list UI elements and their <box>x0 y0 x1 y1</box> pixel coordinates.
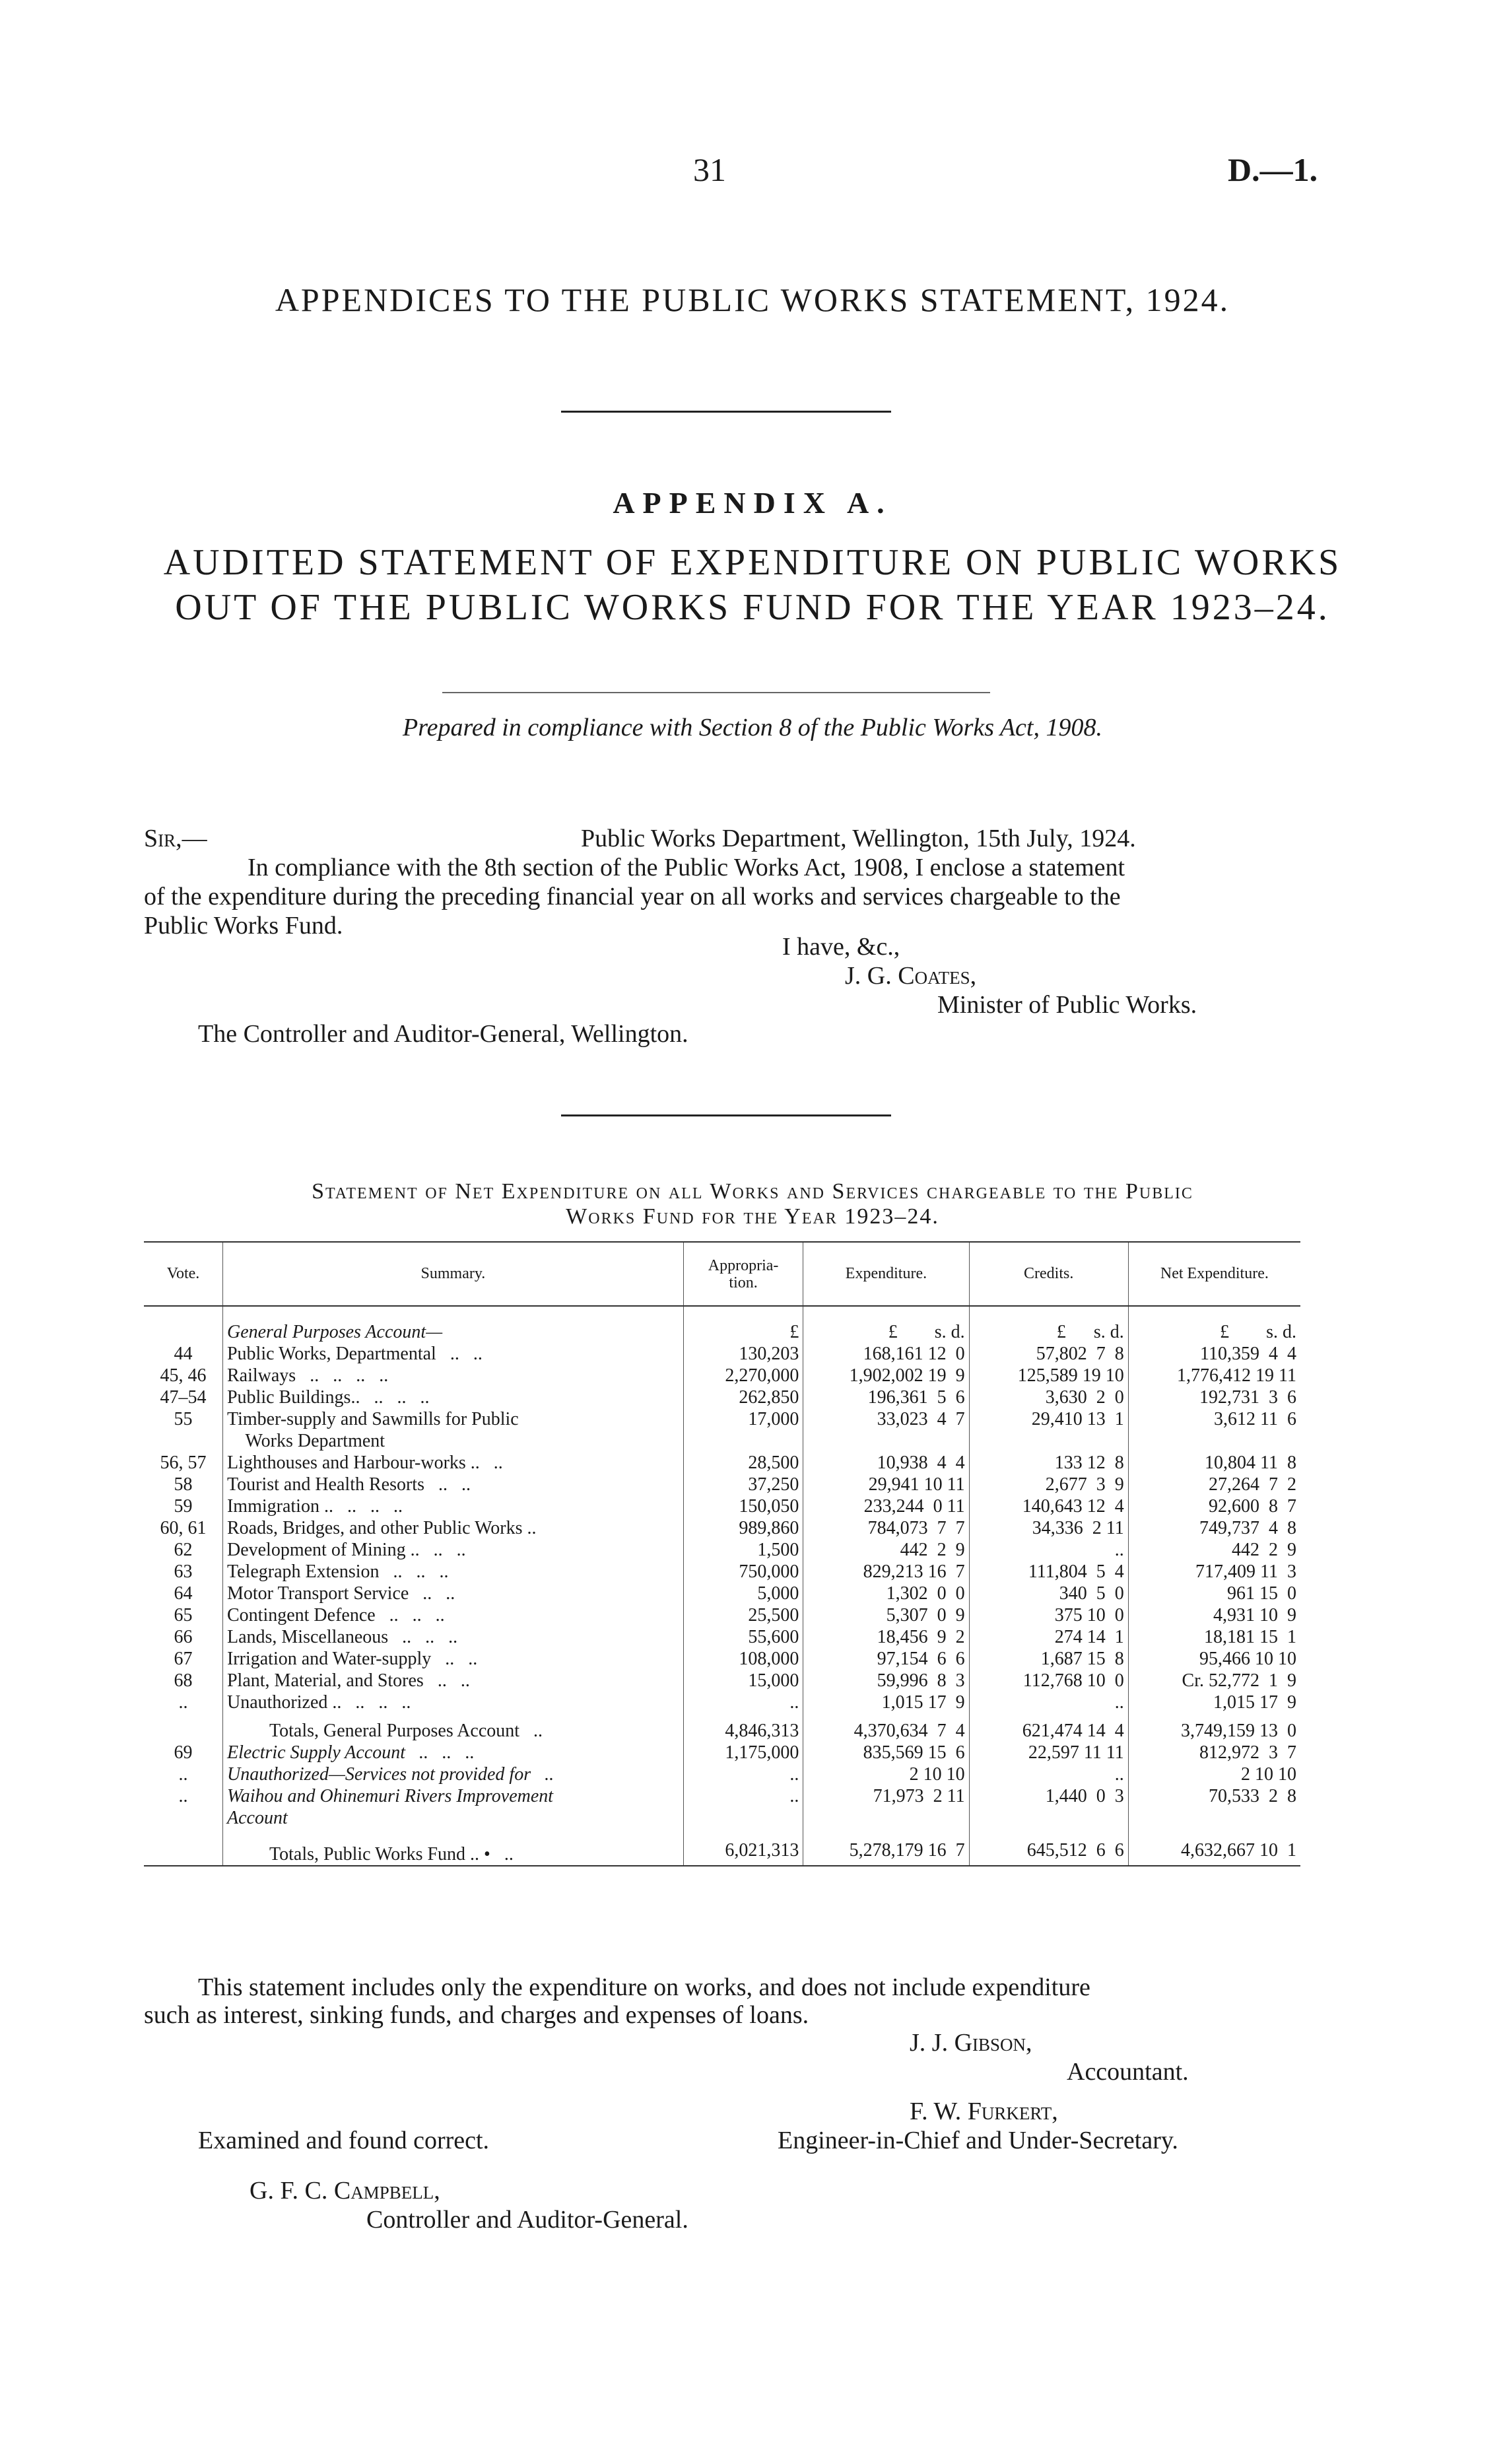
expenditure-table <box>144 1241 1300 1866</box>
cell-vote: 60, 61 <box>160 1518 207 1538</box>
cell-expenditure: 29,941 10 11 <box>803 1474 969 1495</box>
cell-credits: 375 10 0 <box>969 1604 1128 1626</box>
controller-title: Controller and Auditor-General. <box>366 2206 688 2234</box>
accountant-name: J. J. Gibson, <box>910 2029 1032 2057</box>
cell-vote: .. <box>178 1692 188 1713</box>
cell-expenditure: 835,569 15 6 <box>803 1742 969 1763</box>
letter-salutation: Sir,— <box>144 825 207 852</box>
engineer-name: F. W. Furkert, <box>910 2098 1058 2125</box>
header-expenditure: Expenditure. <box>803 1242 969 1306</box>
cell-summary: Account <box>222 1807 683 1829</box>
cell-expenditure: 1,902,002 19 9 <box>803 1365 969 1386</box>
divider-rule <box>442 692 990 693</box>
cell-summary: Motor Transport Service .. .. <box>222 1583 683 1604</box>
cell-appropriation: 130,203 <box>683 1343 803 1365</box>
page-number: 31 <box>693 151 726 188</box>
cell-net: 749,737 4 8 <box>1128 1517 1300 1539</box>
cell-vote: 64 <box>174 1583 193 1604</box>
cell-credits: 1,687 15 8 <box>969 1648 1128 1670</box>
cell-summary: Roads, Bridges, and other Public Works .. <box>222 1517 683 1539</box>
cell-credits: 29,410 13 1 <box>969 1408 1128 1430</box>
cell-expenditure <box>803 1807 969 1829</box>
cell-summary: Public Works, Departmental .. .. <box>222 1343 683 1365</box>
cell-vote: 58 <box>174 1474 193 1495</box>
cell-vote: 56, 57 <box>160 1453 207 1473</box>
cell-net: 92,600 8 7 <box>1128 1495 1300 1517</box>
cell-net: 3,612 11 6 <box>1128 1408 1300 1430</box>
cell-vote <box>144 1713 222 1742</box>
footnote-line2: such as interest, sinking funds, and charges and expenses of loans. <box>144 2001 809 2029</box>
cell-appropriation: 108,000 <box>683 1648 803 1670</box>
cell-summary: Lighthouses and Harbour-works .. .. <box>222 1452 683 1474</box>
table-header-row <box>144 1242 1300 1306</box>
cell-net <box>1128 1807 1300 1829</box>
header-appropriation-1: Appropria- <box>708 1256 779 1274</box>
cell-summary: Development of Mining .. .. .. <box>222 1539 683 1561</box>
cell-credits: 621,474 14 4 <box>969 1713 1128 1742</box>
table-row <box>144 1785 1300 1807</box>
cell-net: 70,533 2 8 <box>1128 1785 1300 1807</box>
divider-rule <box>561 1114 891 1116</box>
cell-net: Cr. 52,772 1 9 <box>1128 1670 1300 1692</box>
table-row <box>144 1713 1300 1742</box>
cell-appropriation: 2,270,000 <box>683 1365 803 1386</box>
cell-net: 1,015 17 9 <box>1128 1692 1300 1713</box>
engineer-title: Engineer-in-Chief and Under-Secretary. <box>778 2127 1178 2154</box>
header-summary: Summary. <box>222 1242 683 1306</box>
table-row <box>144 1430 1300 1452</box>
table-row <box>144 1692 1300 1713</box>
table-body <box>144 1306 1300 1866</box>
cell-net: 4,632,667 10 1 <box>1128 1829 1300 1866</box>
cell-net: 192,731 3 6 <box>1128 1386 1300 1408</box>
cell-credits: 57,802 7 8 <box>969 1343 1128 1365</box>
cell-summary: Irrigation and Water-supply .. .. <box>222 1648 683 1670</box>
cell-credits: .. <box>969 1539 1128 1561</box>
table-row <box>144 1495 1300 1517</box>
cell-appropriation: 28,500 <box>683 1452 803 1474</box>
cell-vote: 45, 46 <box>160 1365 207 1386</box>
cell-appropriation: 17,000 <box>683 1408 803 1430</box>
cell-appropriation <box>683 1430 803 1452</box>
cell-vote <box>144 1807 222 1829</box>
divider-rule <box>561 411 891 413</box>
cell-expenditure: 1,015 17 9 <box>803 1692 969 1713</box>
cell-vote: 47–54 <box>160 1387 207 1408</box>
table-row <box>144 1343 1300 1365</box>
controller-name: G. F. C. Campbell, <box>250 2177 440 2205</box>
table-row <box>144 1474 1300 1495</box>
cell-summary: Totals, Public Works Fund .. • .. <box>222 1829 683 1866</box>
cell-credits: .. <box>969 1692 1128 1713</box>
accountant-title: Accountant. <box>1067 2058 1189 2086</box>
cell-summary: Waihou and Ohinemuri Rivers Improvement <box>222 1785 683 1807</box>
cell-expenditure: 10,938 4 4 <box>803 1452 969 1474</box>
cell-credits: 140,643 12 4 <box>969 1495 1128 1517</box>
cell-summary: Railways .. .. .. .. <box>222 1365 683 1386</box>
cell-appropriation: 750,000 <box>683 1561 803 1583</box>
cell-vote: 68 <box>174 1670 193 1691</box>
cell-summary: Immigration .. .. .. .. <box>222 1495 683 1517</box>
cell-credits: 34,336 2 11 <box>969 1517 1128 1539</box>
cell-appropriation: 4,846,313 <box>683 1713 803 1742</box>
unit-lsd: £ s. d. <box>969 1306 1128 1343</box>
cell-appropriation <box>683 1807 803 1829</box>
table-row <box>144 1648 1300 1670</box>
cell-appropriation: 262,850 <box>683 1386 803 1408</box>
cell-summary: Tourist and Health Resorts .. .. <box>222 1474 683 1495</box>
cell-appropriation: 989,860 <box>683 1517 803 1539</box>
table-row <box>144 1365 1300 1386</box>
section-label: General Purposes Account— <box>222 1306 683 1343</box>
cell-net: 18,181 15 1 <box>1128 1626 1300 1648</box>
table-row <box>144 1517 1300 1539</box>
units-row <box>144 1306 1300 1343</box>
cell-net: 10,804 11 8 <box>1128 1452 1300 1474</box>
cell-net: 442 2 9 <box>1128 1539 1300 1561</box>
cell-vote: .. <box>178 1764 188 1785</box>
cell-summary: Electric Supply Account .. .. .. <box>222 1742 683 1763</box>
cell-summary: Public Buildings.. .. .. .. <box>222 1386 683 1408</box>
letter-closing: I have, &c., <box>782 933 900 961</box>
header-appropriation-2: tion. <box>729 1274 758 1291</box>
footnote-line1: This statement includes only the expenditure on works, and does not include expenditure <box>198 1973 1090 2001</box>
unit-lsd: £ s. d. <box>1128 1306 1300 1343</box>
cell-credits: 2,677 3 9 <box>969 1474 1128 1495</box>
cell-net: 110,359 4 4 <box>1128 1343 1300 1365</box>
table-row <box>144 1539 1300 1561</box>
cell-credits: 645,512 6 6 <box>969 1829 1128 1866</box>
cell-credits <box>969 1807 1128 1829</box>
cell-net: 2 10 10 <box>1128 1763 1300 1785</box>
cell-net: 3,749,159 13 0 <box>1128 1713 1300 1742</box>
cell-credits: 112,768 10 0 <box>969 1670 1128 1692</box>
letter-address: Public Works Department, Wellington, 15th July, 1924. <box>581 825 1136 852</box>
cell-vote: 66 <box>174 1627 193 1647</box>
header-appropriation <box>683 1242 803 1306</box>
cell-expenditure: 168,161 12 0 <box>803 1343 969 1365</box>
cell-vote: .. <box>178 1786 188 1806</box>
cell-credits: 1,440 0 3 <box>969 1785 1128 1807</box>
cell-summary: Timber-supply and Sawmills for Public <box>222 1408 683 1430</box>
cell-net <box>1128 1430 1300 1452</box>
cell-credits: 22,597 11 11 <box>969 1742 1128 1763</box>
cell-net: 717,409 11 3 <box>1128 1561 1300 1583</box>
cell-summary: Contingent Defence .. .. .. <box>222 1604 683 1626</box>
table-row <box>144 1452 1300 1474</box>
document-title: APPENDICES TO THE PUBLIC WORKS STATEMENT, 1924. <box>275 281 1230 318</box>
cell-appropriation: 37,250 <box>683 1474 803 1495</box>
cell-appropriation: .. <box>683 1785 803 1807</box>
cell-vote: 55 <box>174 1409 193 1429</box>
cell-credits: 111,804 5 4 <box>969 1561 1128 1583</box>
appendix-title-line1: AUDITED STATEMENT OF EXPENDITURE ON PUBLIC WORKS <box>163 542 1342 583</box>
table-row <box>144 1829 1300 1866</box>
cell-summary: Unauthorized .. .. .. .. <box>222 1692 683 1713</box>
cell-vote <box>144 1430 222 1452</box>
cell-expenditure: 33,023 4 7 <box>803 1408 969 1430</box>
cell-expenditure: 18,456 9 2 <box>803 1626 969 1648</box>
cell-credits: 125,589 19 10 <box>969 1365 1128 1386</box>
cell-expenditure: 233,244 0 11 <box>803 1495 969 1517</box>
cell-credits: 133 12 8 <box>969 1452 1128 1474</box>
header-net: Net Expenditure. <box>1128 1242 1300 1306</box>
cell-credits: .. <box>969 1763 1128 1785</box>
cell-net: 1,776,412 19 11 <box>1128 1365 1300 1386</box>
appendix-label: APPENDIX A. <box>613 486 892 520</box>
letter-signatory: J. G. Coates, <box>845 962 977 990</box>
statement-title-line2: Works Fund for the Year 1923–24. <box>566 1204 939 1229</box>
cell-expenditure: 784,073 7 7 <box>803 1517 969 1539</box>
cell-net: 812,972 3 7 <box>1128 1742 1300 1763</box>
cell-expenditure: 4,370,634 7 4 <box>803 1713 969 1742</box>
cell-appropriation: 15,000 <box>683 1670 803 1692</box>
cell-vote: 63 <box>174 1561 193 1582</box>
table-row <box>144 1670 1300 1692</box>
cell-net: 27,264 7 2 <box>1128 1474 1300 1495</box>
cell-summary: Totals, General Purposes Account .. <box>222 1713 683 1742</box>
cell-vote: 65 <box>174 1605 193 1626</box>
cell-expenditure: 71,973 2 11 <box>803 1785 969 1807</box>
cell-appropriation: 1,500 <box>683 1539 803 1561</box>
cell-vote: 62 <box>174 1540 193 1560</box>
cell-appropriation: .. <box>683 1692 803 1713</box>
cell-expenditure: 97,154 6 6 <box>803 1648 969 1670</box>
cell-appropriation: 25,500 <box>683 1604 803 1626</box>
cell-expenditure: 5,278,179 16 7 <box>803 1829 969 1866</box>
cell-summary: Lands, Miscellaneous .. .. .. <box>222 1626 683 1648</box>
cell-vote: 67 <box>174 1649 193 1669</box>
header-vote: Vote. <box>144 1242 222 1306</box>
appendix-title-line2: OUT OF THE PUBLIC WORKS FUND FOR THE YEAR 1923–24. <box>175 587 1330 628</box>
prepared-note: Prepared in compliance with Section 8 of the Public Works Act, 1908. <box>403 714 1102 741</box>
cell-credits: 340 5 0 <box>969 1583 1128 1604</box>
cell-expenditure: 829,213 16 7 <box>803 1561 969 1583</box>
document-reference: D.—1. <box>1228 151 1318 188</box>
letter-body-line1: In compliance with the 8th section of the Public Works Act, 1908, I enclose a statement <box>248 854 1125 881</box>
header-credits: Credits. <box>969 1242 1128 1306</box>
cell-summary: Unauthorized—Services not provided for .. <box>222 1763 683 1785</box>
cell-net: 95,466 10 10 <box>1128 1648 1300 1670</box>
cell-summary: Telegraph Extension .. .. .. <box>222 1561 683 1583</box>
letter-signatory-title: Minister of Public Works. <box>937 991 1197 1019</box>
cell-expenditure: 59,996 8 3 <box>803 1670 969 1692</box>
cell-appropriation: 150,050 <box>683 1495 803 1517</box>
cell-expenditure: 1,302 0 0 <box>803 1583 969 1604</box>
table-row <box>144 1626 1300 1648</box>
cell-vote <box>144 1829 222 1866</box>
table-row <box>144 1386 1300 1408</box>
cell-credits: 3,630 2 0 <box>969 1386 1128 1408</box>
table-row <box>144 1561 1300 1583</box>
cell-vote: 69 <box>174 1742 193 1763</box>
table-row <box>144 1742 1300 1763</box>
cell-credits: 274 14 1 <box>969 1626 1128 1648</box>
cell-appropriation: 55,600 <box>683 1626 803 1648</box>
letter-body-line2: of the expenditure during the preceding financial year on all works and services chargeable to the <box>144 883 1121 910</box>
cell-expenditure: 5,307 0 9 <box>803 1604 969 1626</box>
statement-title-line1: Statement of Net Expenditure on all Works and Services chargeable to the Public <box>312 1179 1193 1204</box>
cell-credits <box>969 1430 1128 1452</box>
cell-net: 961 15 0 <box>1128 1583 1300 1604</box>
cell-expenditure: 442 2 9 <box>803 1539 969 1561</box>
cell-expenditure: 196,361 5 6 <box>803 1386 969 1408</box>
examined-note: Examined and found correct. <box>198 2127 490 2154</box>
letter-recipient: The Controller and Auditor-General, Wellington. <box>198 1020 688 1048</box>
unit-lsd: £ s. d. <box>803 1306 969 1343</box>
cell-appropriation: 5,000 <box>683 1583 803 1604</box>
table-row <box>144 1763 1300 1785</box>
unit-pound: £ <box>683 1306 803 1343</box>
letter-body-line3: Public Works Fund. <box>144 912 343 940</box>
table-row <box>144 1604 1300 1626</box>
cell-appropriation: 6,021,313 <box>683 1829 803 1866</box>
cell-expenditure <box>803 1430 969 1452</box>
cell-expenditure: 2 10 10 <box>803 1763 969 1785</box>
cell-summary: Plant, Material, and Stores .. .. <box>222 1670 683 1692</box>
cell-vote: 59 <box>174 1496 193 1517</box>
cell-appropriation: .. <box>683 1763 803 1785</box>
table-row <box>144 1583 1300 1604</box>
cell-net: 4,931 10 9 <box>1128 1604 1300 1626</box>
cell-summary: Works Department <box>222 1430 683 1452</box>
cell-appropriation: 1,175,000 <box>683 1742 803 1763</box>
cell-vote: 44 <box>174 1344 193 1364</box>
table-row <box>144 1807 1300 1829</box>
table-row <box>144 1408 1300 1430</box>
